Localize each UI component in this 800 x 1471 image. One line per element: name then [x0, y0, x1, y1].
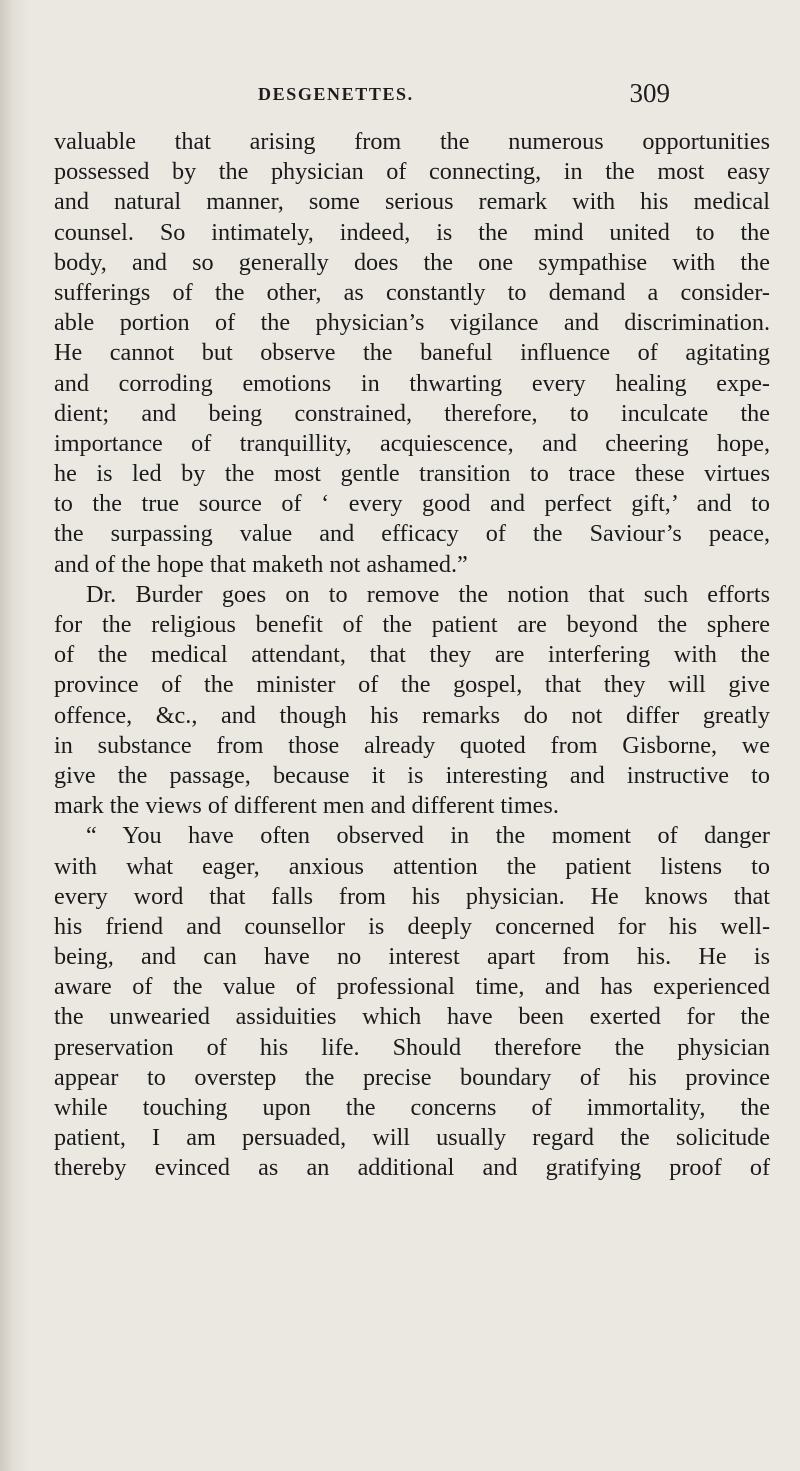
text-line: He cannot but observe the baneful influence of agitating	[54, 339, 770, 367]
text-line: the unwearied assiduities which have been exerted for the	[54, 1003, 770, 1031]
text-line: mark the views of different men and different times.	[54, 792, 559, 820]
body-text	[54, 127, 770, 1184]
text-line: appear to overstep the precise boundary of his province	[54, 1063, 770, 1091]
running-head: DESGENETTES.	[258, 84, 414, 104]
text-line: “ You have often observed in the moment of danger	[86, 822, 770, 850]
text-line: every word that falls from his physician. He knows that	[54, 882, 770, 910]
text-line: to the true source of ‘ every good and perfect gift,’ and to	[54, 490, 770, 518]
text-line: and of the hope that maketh not ashamed.”	[54, 550, 468, 578]
text-line: being, and can have no interest apart from his. He is	[54, 943, 770, 971]
text-line: Dr. Burder goes on to remove the notion that such efforts	[86, 580, 770, 608]
page-number: 309	[629, 78, 670, 108]
text-line: counsel. So intimately, indeed, is the mind united to the	[54, 218, 770, 246]
text-line: aware of the value of professional time, and has experienced	[54, 973, 770, 1001]
text-line: with what eager, anxious attention the patient listens to	[54, 852, 770, 880]
text-line: give the passage, because it is interesting and instructive to	[54, 761, 770, 789]
text-line: sufferings of the other, as constantly to demand a consider-	[54, 278, 770, 306]
page-header	[258, 78, 670, 118]
text-line: preservation of his life. Should therefore the physician	[54, 1033, 770, 1061]
text-line: of the medical attendant, that they are interfering with the	[54, 641, 770, 669]
text-line: he is led by the most gentle transition to trace these virtues	[54, 460, 770, 488]
text-line: body, and so generally does the one sympathise with the	[54, 248, 770, 276]
text-line: while touching upon the concerns of immortality, the	[54, 1094, 770, 1121]
text-line: patient, I am persuaded, will usually regard the solicitude	[54, 1124, 770, 1152]
text-line: dient; and being constrained, therefore, to inculcate the	[54, 399, 770, 427]
text-line: able portion of the physician’s vigilance and discrimination.	[54, 309, 770, 337]
text-line: in substance from those already quoted from Gisborne, we	[54, 731, 770, 759]
text-line: valuable that arising from the numerous opportunities	[54, 128, 770, 155]
text-line: the surpassing value and efficacy of the Saviour’s peace,	[54, 520, 770, 548]
text-line: province of the minister of the gospel, that they will give	[54, 671, 770, 699]
text-line: his friend and counsellor is deeply concerned for his well-	[54, 912, 770, 940]
text-line: offence, &c., and though his remarks do not differ greatly	[54, 701, 770, 729]
text-line: importance of tranquillity, acquiescence, and cheering hope,	[54, 429, 770, 457]
text-line: thereby evinced as an additional and gratifying proof of	[54, 1154, 770, 1182]
page-gutter-shadow	[0, 0, 30, 1471]
text-line: possessed by the physician of connecting, in the most easy	[54, 158, 770, 186]
text-line: and natural manner, some serious remark with his medical	[54, 188, 770, 216]
text-line: for the religious benefit of the patient are beyond the sphere	[54, 611, 770, 638]
text-line: and corroding emotions in thwarting every healing expe-	[54, 369, 770, 397]
